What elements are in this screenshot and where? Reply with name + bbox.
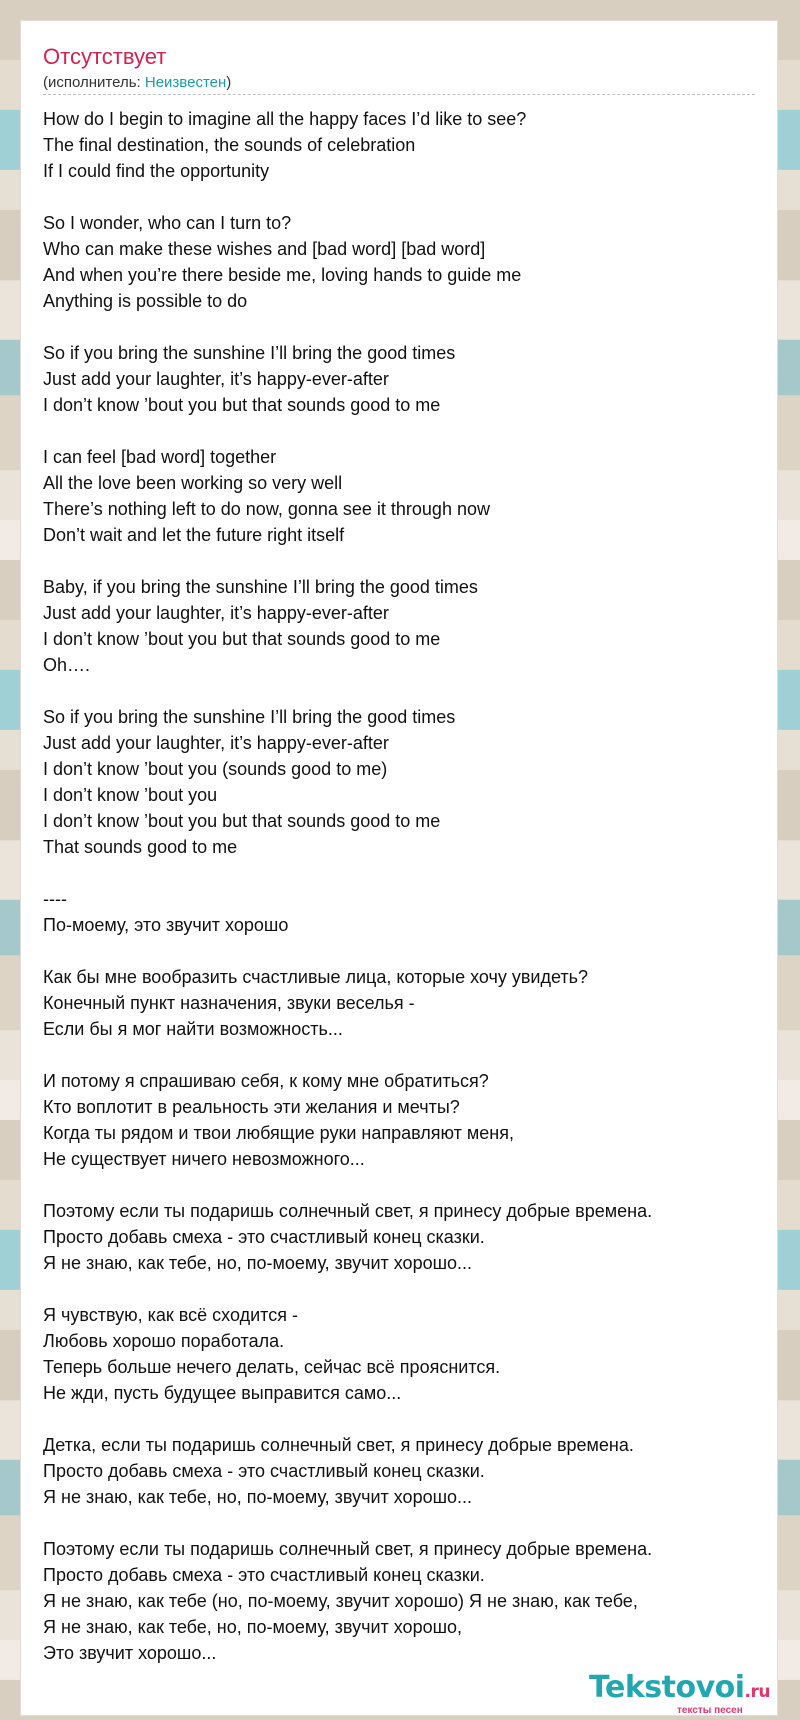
lyric-line: And when you’re there beside me, loving hands to guide me [43, 265, 522, 285]
lyric-line: Поэтому если ты подаришь солнечный свет, я принесу добрые времена. [43, 1201, 653, 1221]
lyric-line: Не жди, пусть будущее выправится само... [43, 1383, 402, 1403]
lyric-line [43, 418, 753, 444]
artist-prefix: (исполнитель: [43, 74, 145, 91]
lyric-line: I can feel [bad word] together [43, 447, 277, 467]
lyric-line: Don’t wait and let the future right itself [43, 525, 345, 545]
title-divider [43, 94, 755, 95]
lyric-line: So if you bring the sunshine I’ll bring the good times [43, 707, 456, 727]
lyric-line: So if you bring the sunshine I’ll bring the good times [43, 343, 456, 363]
lyric-line [43, 548, 753, 574]
lyric-line [43, 1510, 753, 1536]
lyric-line: There’s nothing left to do now, gonna see it through now [43, 499, 490, 519]
lyric-line: Просто добавь смеха - это счастливый конец сказки. [43, 1461, 485, 1481]
lyric-line: Я не знаю, как тебе, но, по-моему, звучит хорошо, [43, 1617, 463, 1637]
lyric-line [43, 860, 753, 886]
logo-wordmark [589, 1670, 770, 1710]
lyric-line: Я не знаю, как тебе (но, по-моему, звучит хорошо) Я не знаю, как тебе, [43, 1591, 638, 1611]
lyric-line: I don’t know ’bout you but that sounds good to me [43, 629, 441, 649]
lyric-line [43, 1042, 753, 1068]
song-title: Отсутствует [43, 44, 167, 69]
lyric-line: Who can make these wishes and [bad word] [bad word] [43, 239, 486, 259]
lyric-line: Я не знаю, как тебе, но, по-моему, звучит хорошо... [43, 1487, 473, 1507]
artist-suffix: ) [226, 74, 232, 91]
logo-tld: .ru [744, 1682, 770, 1702]
logo-tagline: тексты песен [677, 1705, 743, 1716]
lyric-line: Как бы мне вообразить счастливые лица, которые хочу увидеть? [43, 967, 589, 987]
lyric-line: Любовь хорошо поработала. [43, 1331, 285, 1351]
lyric-line: Не существует ничего невозможного... [43, 1149, 365, 1169]
lyric-line: Я чувствую, как всё сходится - [43, 1305, 298, 1325]
lyric-line: I don’t know ’bout you but that sounds good to me [43, 811, 441, 831]
lyric-line: Конечный пункт назначения, звуки веселья - [43, 993, 415, 1013]
lyric-line: I don’t know ’bout you but that sounds good to me [43, 395, 441, 415]
lyric-line [43, 184, 753, 210]
lyrics-card [20, 20, 778, 1716]
lyric-line: That sounds good to me [43, 837, 238, 857]
lyric-line: Поэтому если ты подаришь солнечный свет, я принесу добрые времена. [43, 1539, 653, 1559]
lyric-line [43, 1172, 753, 1198]
lyric-line [43, 1276, 753, 1302]
lyric-line: All the love been working so very well [43, 473, 343, 493]
lyric-line: So I wonder, who can I turn to? [43, 213, 292, 233]
lyric-line: ---- [43, 889, 67, 909]
lyric-line: If I could find the opportunity [43, 161, 270, 181]
lyric-line: How do I begin to imagine all the happy faces I’d like to see? [43, 109, 527, 129]
lyric-line: И потому я спрашиваю себя, к кому мне обратиться? [43, 1071, 489, 1091]
lyric-line: I don’t know ’bout you [43, 785, 218, 805]
artist-line [43, 74, 231, 92]
artist-link[interactable]: Неизвестен [144, 74, 227, 91]
lyric-line: Oh…. [43, 655, 91, 675]
lyric-line: Теперь больше нечего делать, сейчас всё прояснится. [43, 1357, 501, 1377]
lyric-line [43, 678, 753, 704]
lyric-line: Just add your laughter, it’s happy-ever-after [43, 733, 389, 753]
lyric-line [43, 314, 753, 340]
lyric-line: Я не знаю, как тебе, но, по-моему, звучит хорошо... [43, 1253, 473, 1273]
lyric-line [43, 1406, 753, 1432]
lyric-line [43, 938, 753, 964]
lyric-line: Just add your laughter, it’s happy-ever-after [43, 603, 389, 623]
lyrics-text [43, 106, 753, 1666]
lyric-line: I don’t know ’bout you (sounds good to me) [43, 759, 388, 779]
lyric-line: Anything is possible to do [43, 291, 248, 311]
lyric-line: Если бы я мог найти возможность... [43, 1019, 343, 1039]
logo-main-text: Tekstovoi [589, 1670, 745, 1705]
lyric-line: Just add your laughter, it’s happy-ever-after [43, 369, 389, 389]
lyric-line: Просто добавь смеха - это счастливый конец сказки. [43, 1227, 485, 1247]
lyric-line: Просто добавь смеха - это счастливый конец сказки. [43, 1565, 485, 1585]
lyric-line: По-моему, это звучит хорошо [43, 915, 289, 935]
lyric-line: Когда ты рядом и твои любящие руки направляют меня, [43, 1123, 514, 1143]
lyric-line: The final destination, the sounds of celebration [43, 135, 416, 155]
site-logo[interactable] [589, 1670, 794, 1720]
lyric-line: Baby, if you bring the sunshine I’ll bring the good times [43, 577, 478, 597]
lyric-line: Детка, если ты подаришь солнечный свет, я принесу добрые времена. [43, 1435, 634, 1455]
lyric-line: Это звучит хорошо... [43, 1643, 217, 1663]
lyric-line: Кто воплотит в реальность эти желания и мечты? [43, 1097, 460, 1117]
